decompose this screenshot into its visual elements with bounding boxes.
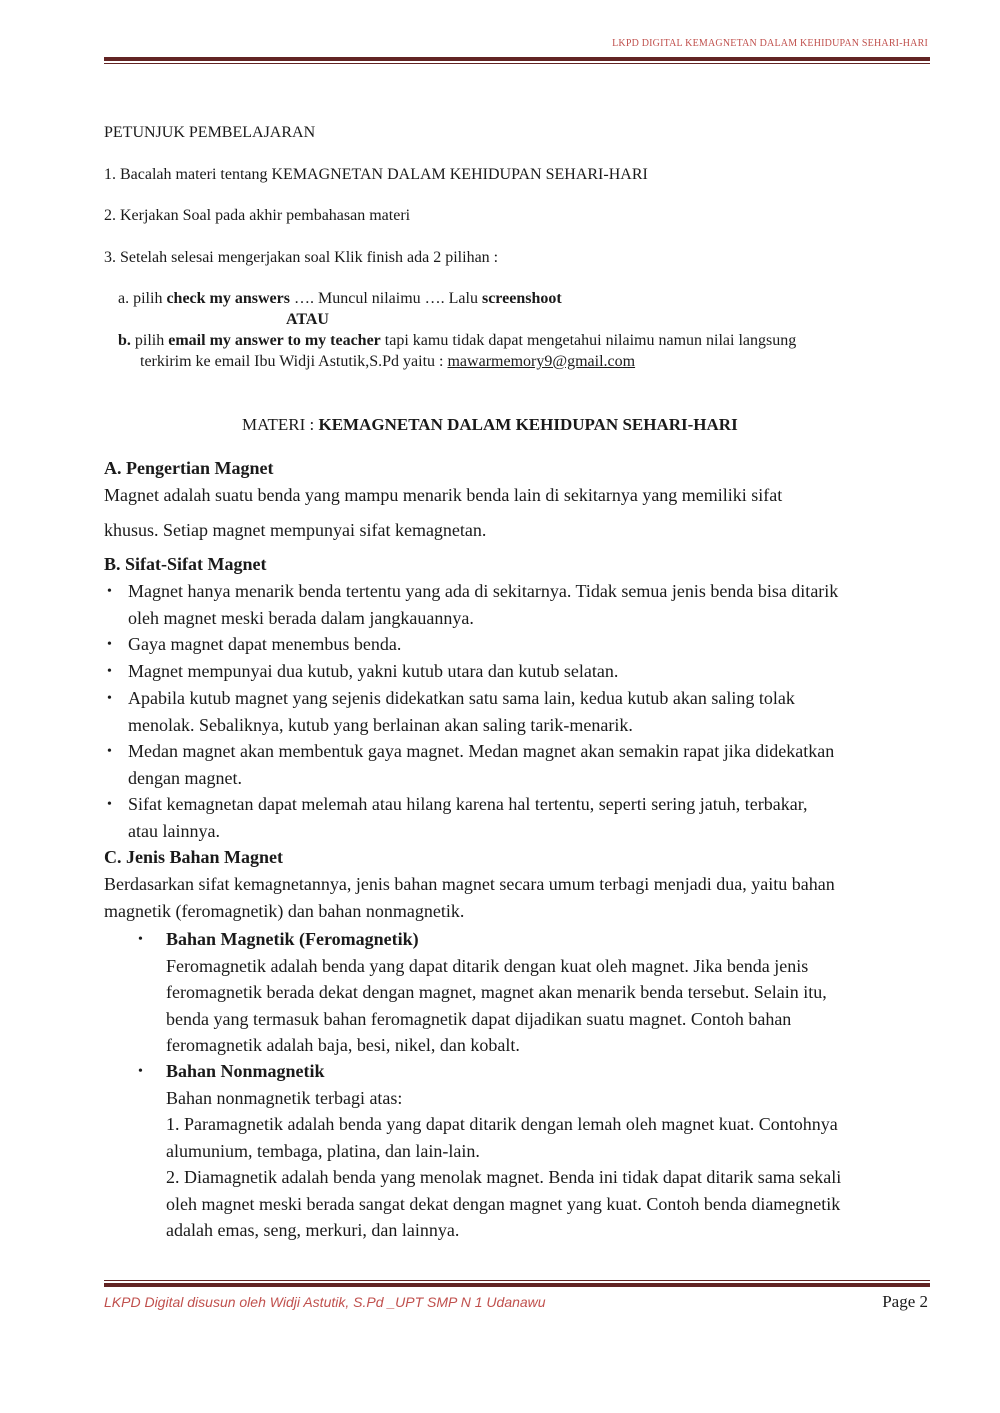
bullet-5-line2: dengan magnet.	[128, 767, 242, 788]
bullet-1-line1: Magnet hanya menarik benda tertentu yang ada di sekitarnya. Tidak semua jenis benda bisa ditarik	[128, 581, 839, 601]
bullet-item-1	[104, 578, 944, 631]
materi-title	[242, 415, 738, 435]
materi-label: MATERI :	[242, 415, 319, 434]
nonmagnetik-intro: Bahan nonmagnetik terbagi atas:	[166, 1087, 403, 1108]
instruction-step-3: 3. Setelah selesai mengerjakan soal Klik finish ada 2 pilihan :	[104, 249, 499, 266]
option-a-middle: …. Muncul nilaimu …. Lalu	[289, 290, 482, 307]
bullet-item-4	[104, 685, 944, 738]
option-a-screenshoot: screenshoot	[481, 290, 562, 307]
feromagnetik-block	[138, 926, 827, 1059]
section-a-line2: khusus. Setiap magnet mempunyai sifat kemagnetan.	[104, 520, 487, 540]
header-rule-thin	[104, 63, 930, 64]
bullet-5-line1: Medan magnet akan membentuk gaya magnet. Medan magnet akan semakin rapat jika didekatkan	[128, 741, 835, 761]
bullet-item-6	[104, 791, 944, 844]
paramagnetik-line1: 1. Paramagnetik adalah benda yang dapat ditarik dengan lemah oleh magnet kuat. Contohnya	[166, 1114, 838, 1134]
bullet-4-line2: menolak. Sebaliknya, kutub yang berlainan akan saling tarik-menarik.	[128, 714, 633, 735]
feromagnetik-line3: benda yang termasuk bahan feromagnetik dapat dijadikan suatu magnet. Contoh bahan	[166, 1008, 792, 1029]
option-b-label: b.	[118, 332, 131, 349]
option-b	[118, 331, 796, 351]
paramagnetik-line2: alumunium, tembaga, platina, dan lain-lain.	[166, 1140, 480, 1161]
feromagnetik-title: Bahan Magnetik (Feromagnetik)	[166, 929, 419, 949]
option-b-email-teacher: email my answer to my teacher	[168, 332, 381, 349]
page-number: Page 2	[882, 1292, 928, 1311]
diamagnetik-line3: adalah emas, seng, merkuri, dan lainnya.	[166, 1220, 460, 1240]
section-c-intro	[104, 871, 835, 924]
bullet-4-line1: Apabila kutub magnet yang sejenis didekatkan satu sama lain, kedua kutub akan saling tolak	[128, 688, 795, 708]
bullet-item-2	[104, 631, 944, 658]
bullet-dot: •	[107, 584, 112, 599]
bullet-item-3	[104, 658, 944, 685]
header-title: LKPD DIGITAL KEMAGNETAN DALAM KEHIDUPAN SEHARI-HARI	[612, 38, 928, 49]
section-a-heading: A. Pengertian Magnet	[104, 458, 274, 478]
footer-rule-thick	[104, 1283, 930, 1287]
feromagnetik-line1: Feromagnetik adalah benda yang dapat ditarik dengan kuat oleh magnet. Jika benda jenis	[166, 955, 809, 976]
section-c-intro-line1: Berdasarkan sifat kemagnetannya, jenis bahan magnet secara umum terbagi menjadi dua, yaitu bahan	[104, 874, 835, 894]
feromagnetik-line2: feromagnetik berada dekat dengan magnet, magnet akan menarik benda tersebut. Selain itu,	[166, 982, 827, 1002]
bullet-item-5	[104, 738, 944, 791]
option-b-rest: tapi kamu tidak dapat mengetahui nilaimu namun nilai langsung	[380, 332, 797, 349]
option-b-line2	[140, 352, 635, 372]
bullet-dot: •	[107, 637, 112, 652]
footer-credit: LKPD Digital disusun oleh Widji Astutik, S.Pd _UPT SMP N 1 Udanawu	[104, 1294, 546, 1310]
section-c-heading: C. Jenis Bahan Magnet	[104, 847, 284, 867]
bullet-dot: •	[107, 691, 112, 706]
option-a-prefix: a. pilih	[118, 290, 167, 307]
bullet-6-line1: Sifat kemagnetan dapat melemah atau hilang karena hal tertentu, seperti sering jatuh, terbakar,	[128, 794, 808, 814]
diamagnetik-line1: 2. Diamagnetik adalah benda yang menolak magnet. Benda ini tidak dapat ditarik sama sekali	[166, 1167, 842, 1187]
bullet-6-line2: atau lainnya.	[128, 820, 220, 841]
bullet-1-line2: oleh magnet meski berada dalam jangkauannya.	[128, 607, 474, 628]
nonmagnetik-title: Bahan Nonmagnetik	[166, 1061, 325, 1081]
section-a-line1: Magnet adalah suatu benda yang mampu menarik benda lain di sekitarnya yang memiliki sifat	[104, 485, 783, 505]
bullet-2-text: Gaya magnet dapat menembus benda.	[128, 634, 402, 654]
bullet-dot: •	[107, 797, 112, 812]
instructions-title: PETUNJUK PEMBELAJARAN	[104, 124, 316, 141]
option-b-line2-text: terkirim ke email Ibu Widji Astutik,S.Pd yaitu :	[140, 353, 448, 370]
section-b-heading: B. Sifat-Sifat Magnet	[104, 554, 267, 574]
footer-rule-thin	[104, 1280, 930, 1281]
option-b-prefix: pilih	[130, 332, 169, 349]
option-a	[118, 289, 562, 309]
feromagnetik-line4: feromagnetik adalah baja, besi, nikel, dan kobalt.	[166, 1035, 520, 1055]
materi-heading: KEMAGNETAN DALAM KEHIDUPAN SEHARI-HARI	[318, 415, 738, 434]
bullet-dot: •	[138, 932, 143, 947]
header-rule-thick	[104, 57, 930, 61]
nonmagnetik-block	[138, 1058, 841, 1244]
instruction-step-1: 1. Bacalah materi tentang KEMAGNETAN DALAM KEHIDUPAN SEHARI-HARI	[104, 166, 648, 183]
bullet-dot: •	[138, 1064, 143, 1079]
bullet-3-text: Magnet mempunyai dua kutub, yakni kutub utara dan kutub selatan.	[128, 661, 619, 681]
option-a-check-answers: check my answers	[166, 290, 290, 307]
instruction-step-2: 2. Kerjakan Soal pada akhir pembahasan materi	[104, 207, 411, 224]
or-separator: ATAU	[286, 311, 329, 328]
section-c-intro-line2: magnetik (feromagnetik) dan bahan nonmagnetik.	[104, 900, 465, 921]
bullet-dot: •	[107, 664, 112, 679]
bullet-dot: •	[107, 744, 112, 759]
teacher-email-link[interactable]: mawarmemory9@gmail.com	[447, 353, 636, 370]
diamagnetik-line2: oleh magnet meski berada sangat dekat dengan magnet yang kuat. Contoh benda diamegnetik	[166, 1193, 841, 1214]
